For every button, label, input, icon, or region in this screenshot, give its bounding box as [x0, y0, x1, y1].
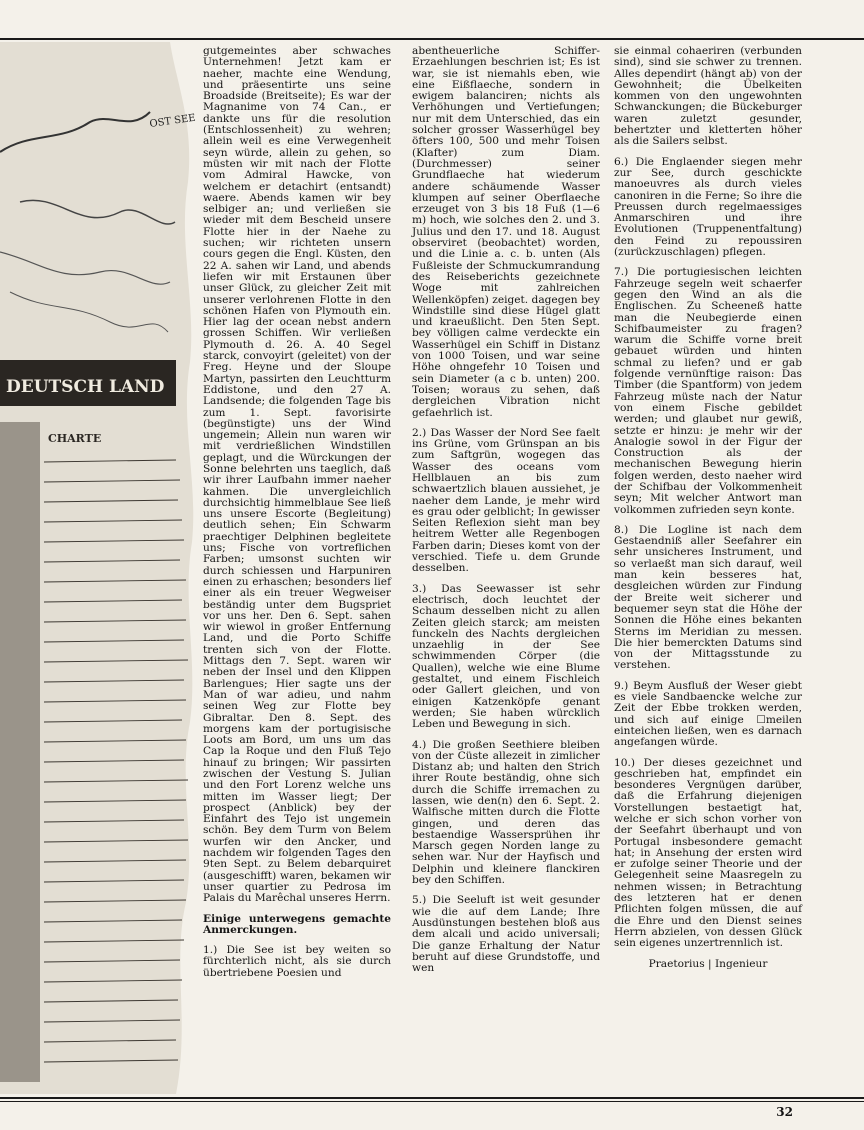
paragraph: 3.) Das Seewasser ist sehr electrisch, doch leuchtet der Schaum desselben nicht zu allen Zeiten gleich starck; am meisten funckeln des Nachts dergleichen unzaehlig in der See schwimmenden Cörper (die Quallen), welche wie eine Blume gestaltet, und einem Fischleich oder Gallert gleichen, und von einigen Katzenköpfe genant werden; Sie haben würcklich Leben und Bewegung in sich.	[412, 582, 600, 731]
map-label-sea: OST SEE	[148, 112, 197, 130]
paragraph: abentheuerliche Schiffer-Erzaehlungen beschrien ist; Es ist war, sie ist niemahls eben, wie eine Eißflaeche, sondern in ewigem balanciren; nichts als Verhöhungen und Vertiefungen; nur mit dem Unterschied, das ein solcher grosser Wasserhügel bey öfters 100, 500 und mehr Toisen (Klafter) zum Diam. (Durchmesser) seiner Grundflaeche hat wiederum andere schäumende Wasser klumpen auf seiner Oberflaeche erzeuget von 3 bis 18 Fuß (1—6 m) hoch, wie solches den 2. und 3. Julius und den 17. und 18. August observiret (beobachtet) worden, und die Linie a. c. b. unten (Als Fußleiste der Schmuckumrandung des Reiseberichts gezeichnete Woge mit zahlreichen Wellenköpfen) zeiget. dagegen bey Windstille sind diese Hügel glatt und kraeußlicht. Den 5ten Sept. bey völligen calme verdeckte ein Wasserhügel ein Schiff in Distanz von 1000 Toisen, und war seine Höhe ohngefehr 10 Toisen und sein Diameter (a c b. unten) 200. Toisen; woraus zu sehen, daß dergleichen Vibration nicht gefaehrlich ist.	[412, 45, 600, 419]
paragraph: 4.) Die großen Seethiere bleiben von der Cüste allezeit in zimlicher Distanz ab; und halten den Strich ihrer Route beständig, ohne sich durch die Schiffe irremachen zu lassen, wie den(n) den 6. Sept. 2. Walfische mitten durch die Flotte gingen, und deren das bestaendige Wassersprühen ihr Marsch gegen Norden lange zu sehen war. Nur der Hayfisch und Delphin und kleinere flanckiren bey den Schiffen.	[412, 738, 600, 887]
page-number: 32	[776, 1105, 793, 1119]
top-rule	[0, 38, 864, 40]
section-heading: Einige unterwegens gemachte Anmerckungen.	[203, 912, 391, 936]
paragraph: 8.) Die Logline ist nach dem Gestaendniß aller Seefahrer ein sehr unsicheres Instrument, und so verlaeßt man sich darauf, weil man kein besseres hat, desgleichen würden zur Findung der Breite weit sicherer und bequemer seyn stat die Höhe der Sonnen die Höhe eines bekanten Sterns im Meridian zu messen. Die hier bemerckten Datums sind von der Mittagsstunde zu verstehen.	[614, 523, 802, 672]
map-label-country: DEUTSCH LAND	[6, 377, 165, 397]
text-column-3	[614, 46, 802, 1094]
paragraph: sie einmal cohaeriren (verbunden sind), sind sie schwer zu trennen. Alles dependirt (hängt ab) von der Gewohnheit; die Übelkeiten kommen von den ungewohnten Schwanckungen; die Bückeburger waren zuletzt gesunder, behertzter und kletterten höher als die Sailers selbst.	[614, 45, 802, 148]
text-column-2	[412, 46, 600, 1094]
map-illustration	[0, 42, 198, 1094]
signature: Praetorius | Ingenieur	[648, 957, 768, 970]
paragraph: 5.) Die Seeluft ist weit gesunder wie die auf dem Lande; Ihre Ausdünstungen bestehen bloß aus dem alcali und acido universali; Die ganze Erhaltung der Natur beruht auf diese Grundstoffe, und wen	[412, 894, 600, 975]
map-label-chart: CHARTE	[48, 432, 102, 445]
paragraph: 2.) Das Wasser der Nord See faelt ins Grüne, vom Grünspan an bis zum Saftgrün, wogegen das Wasser des oceans vom Hellblauen an bis zum schwaertzlich blauen aussiehet, je naeher dem Lande, je mehr wird es grau oder gelblicht; In gewisser Seiten Reflexion sieht man bey heitrem Wetter alle Regenbogen Farben darin; Dieses komt von der verschied. Tiefe u. dem Grunde desselben.	[412, 426, 600, 575]
map-image	[0, 42, 198, 1094]
paragraph: 1.) Die See ist bey weiten so fürchterlich nicht, als sie durch übertriebene Poesien und	[203, 944, 391, 979]
text-column-1	[203, 46, 391, 1094]
paragraph: 10.) Der dieses gezeichnet und geschrieben hat, empfindet ein besonderes Vergnügen darüber, daß die Erfahrung diejenigen Vorstellungen bestaetigt hat, welche er sich schon vorher von der Seefahrt überhaupt und von Portugal insbesondere gemacht hat; in Ansehung der ersten wird er zufolge seiner Theorie und der Gelegenheit seine Maasregeln zu nehmen wissen; in Betrachtung des letzteren hat er denen Pflichten folgen müssen, die auf die Ehre und den Dienst seines Herrn abzielen, von dessen Glück sein eigenes unzertrennlich ist.	[614, 756, 802, 950]
bottom-rule-thin	[0, 1101, 864, 1102]
paragraph: gutgemeintes aber schwaches Unternehmen! Jetzt kam er naeher, machte eine Wendung, und präesentirte uns seine Broadside (Breitseite); Es war der Magnanime von 74 Can., er dankte uns für die resolution (Entschlossenheit) zu wehren; allein weil es eine Verwegenheit seyn würde, allein zu gehen, so müsten wir mit nach der Flotte vom Admiral Hawcke, von welchem er detachirt (entsandt) waere. Abends kamen wir bey selbiger an; und verließen sie wieder mit dem Bescheid unsere Flotte hier in der Naehe zu suchen; wir richteten unsern cours gegen die Engl. Küsten, den 22 A. sahen wir Land, und abends liefen wir mit Erstaunen über unser Glück, zu gleicher Zeit mit unserer verlohrenen Flotte in den schönen Hafen von Plymouth ein. Hier lag der ocean nebst andern grossen Schiffen. Wir verließen Plymouth d. 26. A. 40 Segel starck, convoyirt (geleitet) von der Freg. Heyne und der Sloupe Martyn, passirten den Leuchtturm Eddistone, und den 27 A. Landsende; die folgenden Tage bis zum 1. Sept. favorisirte (begünstigte) uns der Wind ungemein; Allein nun waren wir mit verdrießlichen Windstillen geplagt, und die Würckungen der Sonne belehrten uns taeglich, daß wir ihrer Laufbahn immer naeher kahmen. Die unvergleichlich durchsichtig himmelblaue See ließ uns unsere Escorte (Begleitung) deutlich sehen; Ein Schwarm praechtiger Delphinen begleitete uns; Fische von vortreflichen Farben; umsonst suchten wir durch schiessen und Harpuniren einen zu erhaschen; besonders lief einer als ein treuer Wegweiser beständig unter dem Bugspriet vor uns her. Den 6. Sept. sahen wir wiewol in großer Entfernung Land, und die Porto Schiffe trenten sich von der Flotte. Mittags den 7. Sept. waren wir neben der Insel und den Klippen Barlengues; Hier sagte uns der Man of war adieu, und nahm seinen Weg zur Flotte bey Gibraltar. Den 8. Sept. des morgens kam der portugisische Loots am Bord, um uns um das Cap la Roque und den Fluß Tejo hinauf zu bringen; Wir passirten zwischen der Vestung S. Julian und den Fort Lorenz welche uns mitten im Wasser liegt; Der prospect (Anblick) bey der Einfahrt des Tejo ist ungemein schön. Bey dem Turm von Belem wurfen wir den Ancker, und nachdem wir folgenden Tages den 9ten Sept. zu Belem debarquiret (ausgeschifft) waren, bekamen wir unser quartier zu Pedrosa im Palais du Marêchal unseres Herrn.	[203, 45, 391, 905]
bottom-rule	[0, 1097, 864, 1099]
paragraph: 7.) Die portugiesischen leichten Fahrzeuge segeln weit schaerfer gegen den Wind an als die Englischen. Zu Scheeneß hatte man die Neubegierde einen Schifbaumeister zu fragen? warum die Schiffe vorne breit gebauet würden und hinten schmal zu liefen? und er gab folgende vernünftige raison: Das Timber (die Spantform) von jedem Fahrzeug müste nach der Natur von einem Fische gebildet werden; und glaubet nur gewiß, setzte er hinzu: je mehr wir der Analogie sowol in der Figur der Construction als der mechanischen Bewegung hierin folgen werden, desto naeher wird der Schifbau der Volkommenheit seyn; Mit welcher Antwort man volkommen zufrieden seyn konte.	[614, 266, 802, 516]
paragraph: 9.) Beym Ausfluß der Weser giebt es viele Sandbaencke welche zur Zeit der Ebbe trokken werden, und sich auf einige ☐meilen einteichen ließen, wen es darnach angefangen würde.	[614, 679, 802, 749]
paragraph: 6.) Die Englaender siegen mehr zur See, durch geschickte manoeuvres als durch vieles canoniren in die Ferne; So ihre die Preussen durch regelmaessiges Anmarschiren und ihre Evolutionen (Truppenentfaltung) den Feind zu repoussiren (zurückzuschlagen) pflegen.	[614, 155, 802, 259]
